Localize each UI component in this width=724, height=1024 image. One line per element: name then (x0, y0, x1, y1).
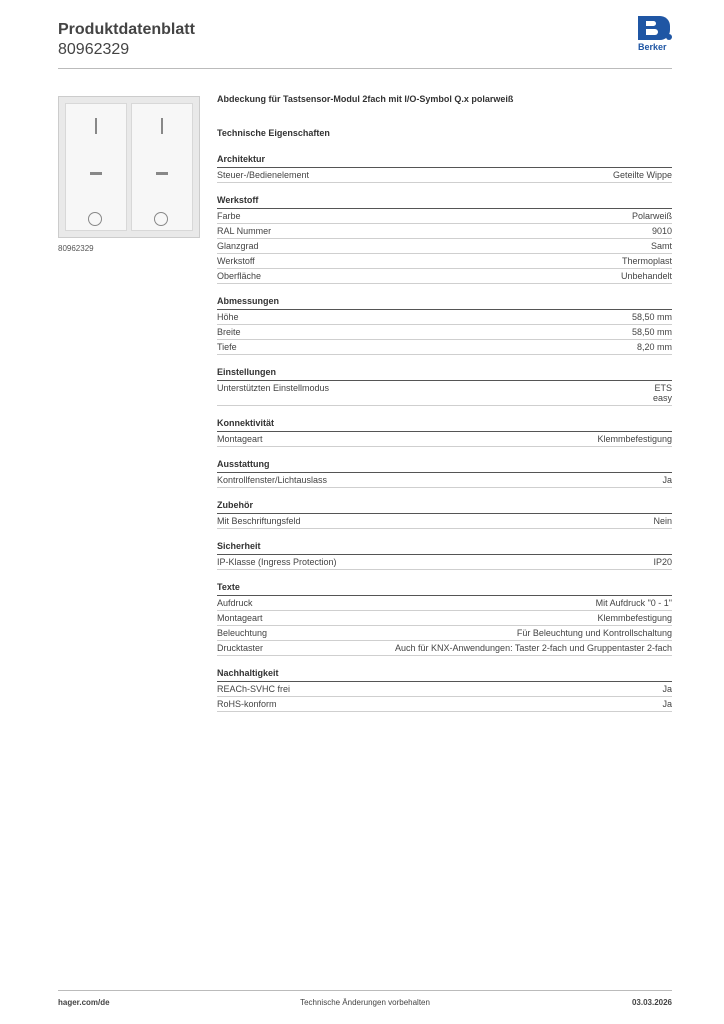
spec-label: Tiefe (217, 342, 237, 352)
document-title: Produktdatenblatt (58, 21, 195, 38)
spec-row (217, 555, 672, 570)
spec-value (596, 598, 672, 608)
spec-value-line: Samt (650, 241, 672, 251)
section-title: Ausstattung (217, 459, 672, 473)
spec-value-line: ETS (654, 383, 672, 393)
spec-value-line: Klemmbefestigung (597, 434, 672, 444)
spec-value-line: 8,20 mm (636, 342, 672, 352)
spec-row (217, 626, 672, 641)
spec-label: Mit Beschriftungsfeld (217, 516, 301, 526)
spec-value (662, 684, 672, 694)
section-title: Abmessungen (217, 296, 672, 310)
berker-logo (638, 16, 674, 54)
spec-value-line: Unbehandelt (620, 271, 672, 281)
section-title: Sicherheit (217, 541, 672, 555)
spec-section (217, 668, 672, 712)
product-description: Abdeckung für Tastsensor-Modul 2fach mit I/O-Symbol Q.x polarweiß (217, 94, 514, 104)
logo-brand-text: Berker (638, 42, 667, 52)
section-title: Texte (217, 582, 672, 596)
spec-section (217, 154, 672, 183)
spec-label: Beleuchtung (217, 628, 268, 638)
spec-value-line: Auch für KNX-Anwendungen: Taster 2-fach und Gruppentaster 2-fach (395, 643, 672, 653)
spec-section (217, 195, 672, 284)
led-window-icon (90, 172, 102, 175)
spec-row (217, 168, 672, 183)
spec-row (217, 209, 672, 224)
spec-value-line: Ja (662, 475, 672, 485)
footer-disclaimer: Technische Änderungen vorbehalten (300, 998, 430, 1007)
section-title: Einstellungen (217, 367, 672, 381)
spec-row (217, 473, 672, 488)
document-header (58, 20, 195, 60)
tech-heading: Technische Eigenschaften (217, 128, 330, 138)
spec-content (217, 94, 672, 712)
spec-value-line: Ja (662, 684, 672, 694)
rocker-left (65, 103, 127, 231)
spec-section (217, 500, 672, 529)
spec-value-line: Ja (662, 699, 672, 709)
spec-label: Oberfläche (217, 271, 262, 281)
spec-row (217, 269, 672, 284)
spec-value-line: easy (652, 393, 672, 403)
spec-label: Glanzgrad (217, 241, 259, 251)
section-title: Zubehör (217, 500, 672, 514)
spec-label: Montageart (217, 613, 263, 623)
header-divider (58, 68, 672, 69)
spec-label: RAL Nummer (217, 226, 272, 236)
led-window-icon (156, 172, 168, 175)
spec-label: Unterstützten Einstellmodus (217, 383, 330, 393)
spec-label: Farbe (217, 211, 241, 221)
spec-label: Montageart (217, 434, 263, 444)
spec-row (217, 697, 672, 712)
footer-website: hager.com/de (58, 998, 110, 1007)
spec-row (217, 432, 672, 447)
spec-value-line: Thermoplast (621, 256, 672, 266)
spec-value (652, 226, 672, 236)
spec-row (217, 340, 672, 355)
section-title: Architektur (217, 154, 672, 168)
spec-row (217, 239, 672, 254)
spec-value-line: 58,50 mm (631, 327, 672, 337)
spec-value (613, 170, 672, 180)
spec-value-line: 58,50 mm (631, 312, 672, 322)
spec-value (621, 271, 672, 281)
spec-label: Kontrollfenster/Lichtauslass (217, 475, 328, 485)
spec-row (217, 596, 672, 611)
spec-row (217, 254, 672, 269)
footer-divider (58, 990, 672, 991)
spec-value (653, 516, 672, 526)
spec-value (662, 699, 672, 709)
spec-label: RoHS-konform (217, 699, 277, 709)
spec-row (217, 682, 672, 697)
spec-value (653, 383, 672, 403)
spec-value-line: 9010 (651, 226, 672, 236)
spec-row (217, 224, 672, 239)
spec-value (597, 613, 672, 623)
spec-value-line: Nein (653, 516, 672, 526)
spec-label: Steuer-/Bedienelement (217, 170, 310, 180)
spec-section (217, 459, 672, 488)
spec-row (217, 381, 672, 406)
product-image (58, 96, 200, 238)
spec-row (217, 611, 672, 626)
on-symbol-icon (161, 118, 163, 134)
spec-value (651, 241, 672, 251)
section-title: Nachhaltigkeit (217, 668, 672, 682)
spec-label: Werkstoff (217, 256, 255, 266)
spec-label: Höhe (217, 312, 239, 322)
spec-section (217, 418, 672, 447)
spec-value (653, 557, 672, 567)
spec-row (217, 325, 672, 340)
spec-section (217, 541, 672, 570)
spec-value (662, 475, 672, 485)
off-symbol-icon (88, 212, 102, 226)
product-image-caption: 80962329 (58, 244, 94, 253)
spec-value-line: Polarweiß (631, 211, 672, 221)
spec-value-line: Geteilte Wippe (612, 170, 672, 180)
spec-label: REACh-SVHC frei (217, 684, 291, 694)
spec-value (395, 643, 672, 653)
spec-value-line: Klemmbefestigung (597, 613, 672, 623)
spec-section (217, 296, 672, 355)
section-title: Werkstoff (217, 195, 672, 209)
spec-row (217, 310, 672, 325)
spec-label: IP-Klasse (Ingress Protection) (217, 557, 337, 567)
spec-value (637, 342, 672, 352)
on-symbol-icon (95, 118, 97, 134)
spec-value (632, 312, 672, 322)
off-symbol-icon (154, 212, 168, 226)
spec-sections (217, 154, 672, 712)
spec-value (622, 256, 672, 266)
spec-value (632, 327, 672, 337)
spec-section (217, 582, 672, 656)
spec-section (217, 367, 672, 406)
spec-value-line: Mit Aufdruck "0 - 1" (595, 598, 672, 608)
footer-date: 03.03.2026 (631, 998, 672, 1007)
spec-row (217, 641, 672, 656)
rocker-right (131, 103, 193, 231)
article-number: 80962329 (58, 41, 130, 58)
spec-label: Aufdruck (217, 598, 253, 608)
spec-value (597, 434, 672, 444)
spec-row (217, 514, 672, 529)
spec-value (632, 211, 672, 221)
spec-value (517, 628, 672, 638)
spec-label: Drucktaster (217, 643, 264, 653)
spec-value-line: Für Beleuchtung und Kontrollschaltung (516, 628, 672, 638)
spec-value-line: IP20 (653, 557, 672, 567)
section-title: Konnektivität (217, 418, 672, 432)
spec-label: Breite (217, 327, 241, 337)
